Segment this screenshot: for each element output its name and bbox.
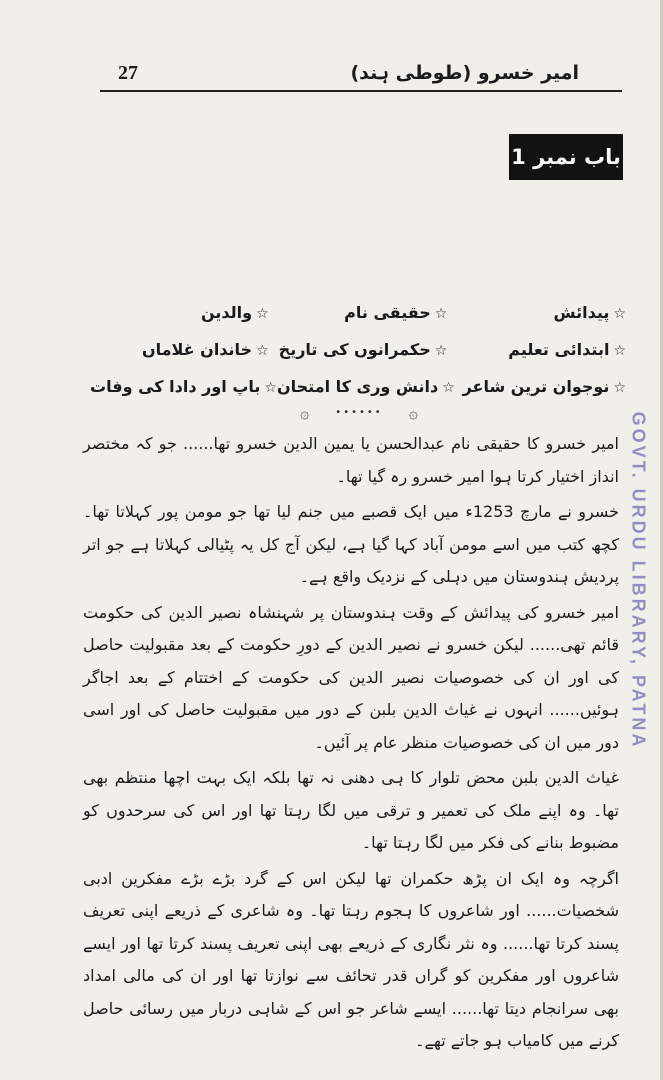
ornament-icon: ۞	[300, 402, 310, 422]
star-icon: ☆	[434, 306, 448, 322]
star-icon: ☆	[613, 306, 626, 322]
topic-item: ☆ابتدائی تعلیم	[508, 340, 626, 359]
paragraph: خسرو نے مارچ 1253ء میں ایک قصبے میں جنم لیا تھا جو مومن پور کہلاتا تھا۔ کچھ کتب میں اسے مومن آباد کہا گیا ہے، لیکن آج کل یہ پٹیالی کہلاتا ہے جو اتر پردیش ہندوستان میں دہلی کے نزدیک واقع ہے۔	[83, 502, 620, 586]
topic-item: ☆دانش وری کا امتحان	[276, 377, 455, 396]
topic-item: ☆حکمرانوں کی تاریخ	[278, 340, 448, 359]
topic-item: ☆خاندان غلاماں	[141, 340, 269, 359]
star-icon: ☆	[613, 343, 626, 359]
chapter-heading: باب نمبر 1	[509, 134, 623, 180]
paragraph: اگرچہ وہ ایک ان پڑھ حکمران تھا لیکن اس کے گرد بڑے بڑے مفکرین ادبی شخصیات...... اور شاعروں کا ہجوم رہتا تھا۔ وہ شاعری کے ذریعے اپنی تعریف پسند کرتا تھا...... وہ نثر نگاری کے ذریعے بھی اپنی تعریف پسند کرتا تھا اور ایسے شاعروں اور مفکرین کو گراں قدر تحائف سے نوازتا تھا اور ان کی مالی امداد بھی سرانجام دیتا تھا...... ایسے شاعر جو اس کے شاہی دربار میں رسائی حاصل کرنے میں کامیاب ہو جاتے تھے۔	[83, 868, 619, 1050]
ornament-dots: ••••••	[335, 406, 383, 418]
body-text	[83, 428, 619, 1061]
topic-item: ☆نوجوان ترین شاعر	[462, 377, 626, 396]
topic-item: ☆والدین	[201, 303, 269, 322]
star-icon: ☆	[442, 380, 455, 396]
header-rule	[100, 90, 622, 92]
page-number: 27	[118, 62, 138, 84]
running-title: امیر خسرو (طوطی ہند)	[350, 62, 579, 84]
star-icon: ☆	[434, 343, 448, 359]
library-stamp-text: GOVT. URDU LIBRARY, PATNA	[628, 411, 649, 749]
topic-row	[90, 294, 626, 331]
chapter-topics	[90, 294, 626, 405]
star-icon: ☆	[613, 380, 626, 396]
paragraph: امیر خسرو کا حقیقی نام عبدالحسن یا یمین الدین خسرو تھا...... جو کہ مختصر انداز اختیار کرتا ہوا امیر خسرو رہ گیا تھا۔	[83, 434, 619, 486]
ornament-icon: ۞	[408, 402, 418, 422]
star-icon: ☆	[256, 343, 269, 359]
star-icon: ☆	[264, 380, 277, 396]
library-stamp	[625, 411, 651, 749]
paragraph: غیاث الدین بلبن محض تلوار کا ہی دھنی نہ تھا بلکہ ایک بہت اچھا منتظم بھی تھا۔ وہ اپنے ملک کی تعمیر و ترقی میں لگا رہتا تھا اور اس کی سرحدوں کو مضبوط بنانے کی فکر میں لگا رہتا تھا۔	[83, 768, 619, 852]
topic-row	[90, 331, 626, 368]
topic-item: ☆پیدائش	[553, 303, 626, 322]
topic-item: ☆باپ اور دادا کی وفات	[90, 377, 277, 396]
topic-row	[90, 368, 626, 405]
section-ornament	[300, 402, 418, 422]
star-icon: ☆	[256, 306, 269, 322]
topic-item: ☆حقیقی نام	[344, 303, 448, 322]
paragraph: امیر خسرو کی پیدائش کے وقت ہندوستان پر شہنشاہ نصیر الدین کی حکومت قائم تھی...... لیکن خسرو نے نصیر الدین کے دورِ حکومت کے بعد مقبولیت حاصل کی اور ان کی خصوصیات نصیر الدین کی حکومت کے اختتام کے بعد اجاگر ہوئیں...... انہوں نے غیاث الدین بلبن کے دور میں مقبولیت حاصل کی اور اسی دور میں ان کی خصوصیات منظر عام پر آئیں۔	[83, 602, 619, 752]
